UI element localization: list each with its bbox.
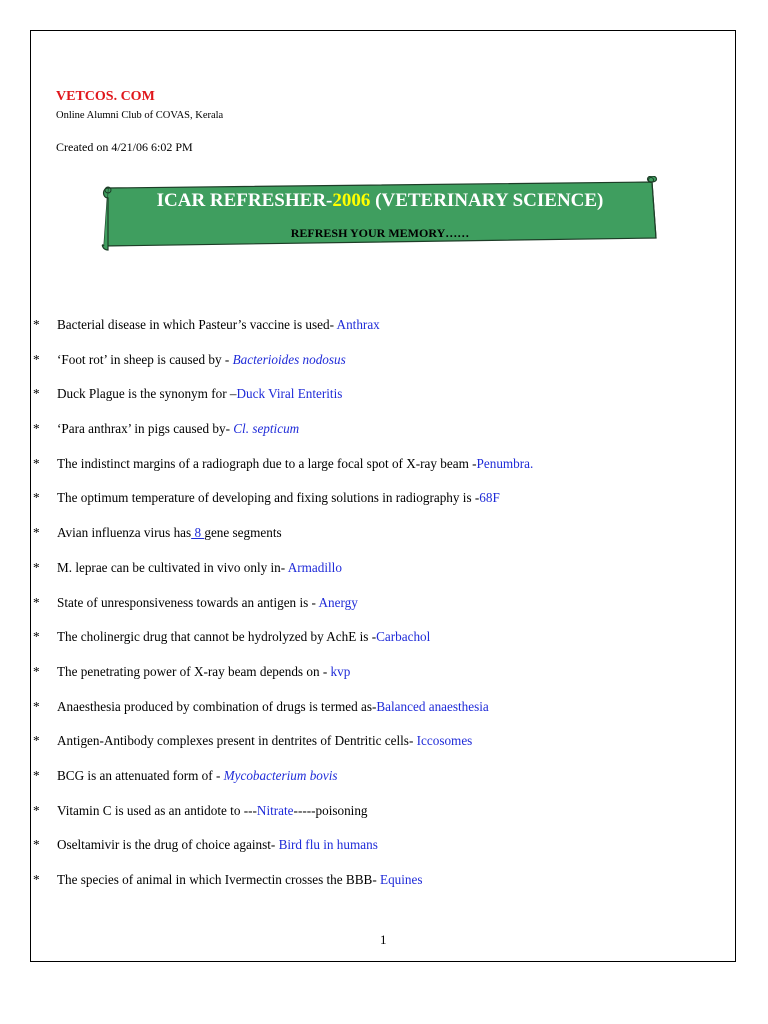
banner-title-prefix: ICAR REFRESHER- <box>156 190 333 211</box>
answer-text: 68F <box>479 490 500 506</box>
question-text: Vitamin C is used as an antidote to --- <box>57 802 257 818</box>
question-text: The species of animal in which Ivermectin crosses the BBB- <box>57 872 381 887</box>
list-item <box>33 316 723 351</box>
answer-text: Anthrax <box>336 317 380 332</box>
answer-text: Equines <box>380 872 423 887</box>
question-text: The cholinergic drug that cannot be hydrolyzed by AchE is - <box>57 629 377 645</box>
bullet: * <box>33 559 40 575</box>
banner-title-year: 2006 <box>332 190 371 211</box>
question-text: Anaesthesia produced by combination of drugs is termed as- <box>57 698 377 714</box>
answer-text: Armadillo <box>287 559 342 575</box>
bullet: * <box>33 663 40 679</box>
question-text: Duck Plague is the synonym for – <box>57 386 237 402</box>
bullet: * <box>33 525 40 541</box>
list-item <box>33 524 723 559</box>
banner-title <box>100 190 660 212</box>
site-name: VETCOS. COM <box>56 89 155 104</box>
bullet: * <box>33 698 40 714</box>
list-item <box>33 455 723 490</box>
question-text: State of unresponsiveness towards an antigen is - <box>57 594 319 610</box>
bullet: * <box>33 594 40 610</box>
bullet: * <box>33 733 40 749</box>
question-text: The penetrating power of X-ray beam depends on - <box>57 663 331 679</box>
list-item <box>33 698 723 733</box>
list-item <box>33 489 723 524</box>
page-number: 1 <box>380 932 387 947</box>
question-rest: gene segments <box>204 525 282 541</box>
bullet: * <box>33 490 40 506</box>
site-subtitle: Online Alumni Club of COVAS, Kerala <box>56 110 224 121</box>
bullet: * <box>33 351 40 367</box>
answer-text: Nitrate <box>256 802 294 818</box>
answer-text: Anergy <box>318 594 358 610</box>
question-text: Avian influenza virus has <box>57 525 192 541</box>
question-text: The optimum temperature of developing and fixing solutions in radiography is - <box>57 490 480 506</box>
title-banner <box>100 176 660 252</box>
list-item <box>33 767 723 802</box>
answer-text: Bird flu in humans <box>278 837 378 853</box>
answer-text: 8 <box>191 525 205 541</box>
list-item <box>33 559 723 594</box>
list-item <box>33 871 723 906</box>
question-text: ‘Foot rot’ in sheep is caused by - <box>57 351 233 367</box>
created-date: Created on 4/21/06 6:02 PM <box>56 140 193 154</box>
list-item <box>33 420 723 455</box>
list-item <box>33 802 723 837</box>
answer-text: Iccosomes <box>416 733 473 749</box>
bullet: * <box>33 629 40 645</box>
banner-subtitle: REFRESH YOUR MEMORY…… <box>290 226 470 240</box>
bullet: * <box>33 837 40 853</box>
answer-text: kvp <box>330 663 351 679</box>
question-text: The indistinct margins of a radiograph due to a large focal spot of X-ray beam - <box>57 455 477 471</box>
answer-text: Duck Viral Enteritis <box>236 386 343 402</box>
bullet: * <box>33 767 40 783</box>
question-text: M. leprae can be cultivated in vivo only in- <box>57 559 288 575</box>
list-item <box>33 385 723 420</box>
question-list <box>33 316 723 906</box>
answer-text: Penumbra. <box>476 455 534 471</box>
bullet: * <box>33 802 40 818</box>
answer-text: Bacterioides nodosus <box>232 351 346 367</box>
answer-text: Carbachol <box>376 629 431 645</box>
bullet: * <box>33 421 40 437</box>
list-item <box>33 628 723 663</box>
question-text: Oseltamivir is the drug of choice against- <box>57 837 279 853</box>
list-item <box>33 351 723 386</box>
bullet: * <box>33 386 40 402</box>
answer-text: Balanced anaesthesia <box>376 698 489 714</box>
question-text: Antigen-Antibody complexes present in dentrites of Dentritic cells- <box>57 733 417 749</box>
list-item <box>33 663 723 698</box>
question-text: BCG is an attenuated form of - <box>57 767 224 783</box>
banner-title-suffix: (VETERINARY SCIENCE) <box>370 190 604 211</box>
answer-text: Cl. septicum <box>233 421 300 437</box>
list-item <box>33 594 723 629</box>
question-rest: -----poisoning <box>293 802 368 818</box>
list-item <box>33 836 723 871</box>
bullet: * <box>33 317 40 332</box>
question-text: ‘Para anthrax’ in pigs caused by- <box>57 421 234 437</box>
answer-text: Mycobacterium bovis <box>223 767 338 783</box>
question-text: Bacterial disease in which Pasteur’s vaccine is used- <box>57 317 337 332</box>
list-item <box>33 732 723 767</box>
bullet: * <box>33 872 40 887</box>
bullet: * <box>33 455 40 471</box>
